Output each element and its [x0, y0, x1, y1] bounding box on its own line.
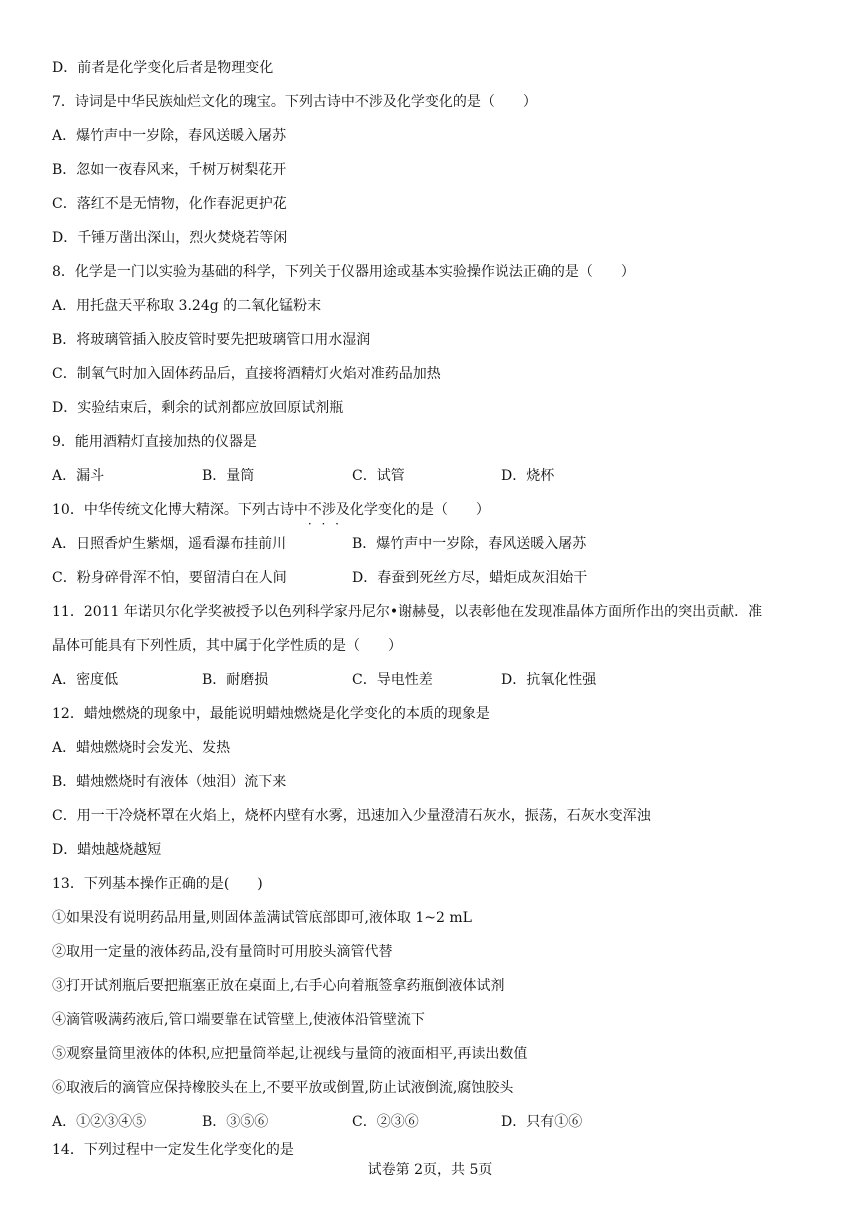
question-11-line2: 晶体可能具有下列性质，其中属于化学性质的是（ ）	[52, 638, 402, 654]
q11-option-b: B．耐磨损	[202, 672, 269, 688]
q9-option-a: A．漏斗	[52, 468, 105, 484]
q13-option-d: D．只有①⑥	[501, 1114, 583, 1130]
q13-statement-4: ④滴管吸满药液后,管口端要靠在试管壁上,使液体沿管壁流下	[52, 1012, 425, 1028]
q9-option-c: C．试管	[352, 468, 405, 484]
q12-option-b: B．蜡烛燃烧时有液体（烛泪）流下来	[52, 774, 287, 790]
question-11-line1: 11．2011 年诺贝尔化学奖被授予以色列科学家丹尼尔•谢赫曼，以表彰他在发现准晶体方面所作出的突出贡献．准	[52, 604, 763, 620]
q12-option-a: A．蜡烛燃烧时会发光、发热	[52, 740, 231, 756]
q8-option-d: D．实验结束后，剩余的试剂都应放回原试剂瓶	[52, 400, 344, 416]
q9-option-b: B．量筒	[202, 468, 255, 484]
q13-option-c: C．②③⑥	[352, 1114, 419, 1130]
q13-option-a: A．①②③④⑤	[52, 1114, 147, 1130]
q8-option-a: A．用托盘天平称取 3.24g 的二氧化锰粉末	[52, 298, 322, 314]
q7-option-c: C．落红不是无情物，化作春泥更护花	[52, 196, 287, 212]
q6-option-d: D．前者是化学变化后者是物理变化	[52, 60, 274, 76]
question-13: 13．下列基本操作正确的是( )	[52, 876, 263, 892]
question-10	[52, 500, 490, 520]
question-9: 9．能用酒精灯直接加热的仪器是	[52, 434, 257, 450]
q10-text-end: 化学变化的是（ ）	[349, 502, 490, 518]
q7-option-b: B．忽如一夜春风来，千树万树梨花开	[52, 162, 287, 178]
q11-option-a: A．密度低	[52, 672, 119, 688]
q9-option-d: D．烧杯	[501, 468, 555, 484]
question-14: 14．下列过程中一定发生化学变化的是	[52, 1142, 294, 1158]
q13-statement-6: ⑥取液后的滴管应保持橡胶头在上,不要平放或倒置,防止试液倒流,腐蚀胶头	[52, 1080, 514, 1096]
q10-text-start: 10．中华传统文化博大精深。下列古诗中	[52, 502, 308, 518]
q13-statement-2: ②取用一定量的液体药品,没有量筒时可用胶头滴管代替	[52, 944, 393, 960]
page-footer: 试卷第 2页，共 5页	[367, 1162, 493, 1178]
question-7: 7．诗词是中华民族灿烂文化的瑰宝。下列古诗中不涉及化学变化的是（ ）	[52, 94, 537, 110]
question-12: 12．蜡烛燃烧的现象中，最能说明蜡烛燃烧是化学变化的本质的现象是	[52, 706, 490, 722]
q11-option-d: D．抗氧化性强	[501, 672, 597, 688]
q10-option-c: C．粉身碎骨浑不怕，要留清白在人间	[52, 570, 287, 586]
q13-statement-1: ①如果没有说明药品用量,则固体盖满试管底部即可,液体取 1~2 mL	[52, 910, 472, 926]
q7-option-a: A．爆竹声中一岁除，春风送暖入屠苏	[52, 128, 287, 144]
q13-option-b: B．③⑤⑥	[202, 1114, 269, 1130]
q8-option-b: B．将玻璃管插入胶皮管时要先把玻璃管口用水湿润	[52, 332, 371, 348]
q12-option-d: D．蜡烛越烧越短	[52, 842, 162, 858]
q13-statement-5: ⑤观察量筒里液体的体积,应把量筒举起,让视线与量筒的液面相平,再读出数值	[52, 1046, 528, 1062]
q12-option-c: C．用一干冷烧杯罩在火焰上，烧杯内壁有水雾，迅速加入少量澄清石灰水，振荡，石灰水变浑浊	[52, 808, 651, 824]
q10-emphasis: 不涉及 · · ·	[308, 502, 350, 518]
q10-option-b: B．爆竹声中一岁除，春风送暖入屠苏	[352, 536, 587, 552]
q13-statement-3: ③打开试剂瓶后要把瓶塞正放在桌面上,右手心向着瓶签拿药瓶倒液体试剂	[52, 978, 505, 994]
q11-option-c: C．导电性差	[352, 672, 433, 688]
q10-option-d: D．春蚕到死丝方尽，蜡炬成灰泪始干	[352, 570, 588, 586]
q10-option-a: A．日照香炉生紫烟，遥看瀑布挂前川	[52, 536, 287, 552]
q8-option-c: C．制氧气时加入固体药品后，直接将酒精灯火焰对准药品加热	[52, 366, 441, 382]
q7-option-d: D．千锤万凿出深山，烈火焚烧若等闲	[52, 230, 288, 246]
question-8: 8．化学是一门以实验为基础的科学，下列关于仪器用途或基本实验操作说法正确的是（ ）	[52, 264, 635, 280]
